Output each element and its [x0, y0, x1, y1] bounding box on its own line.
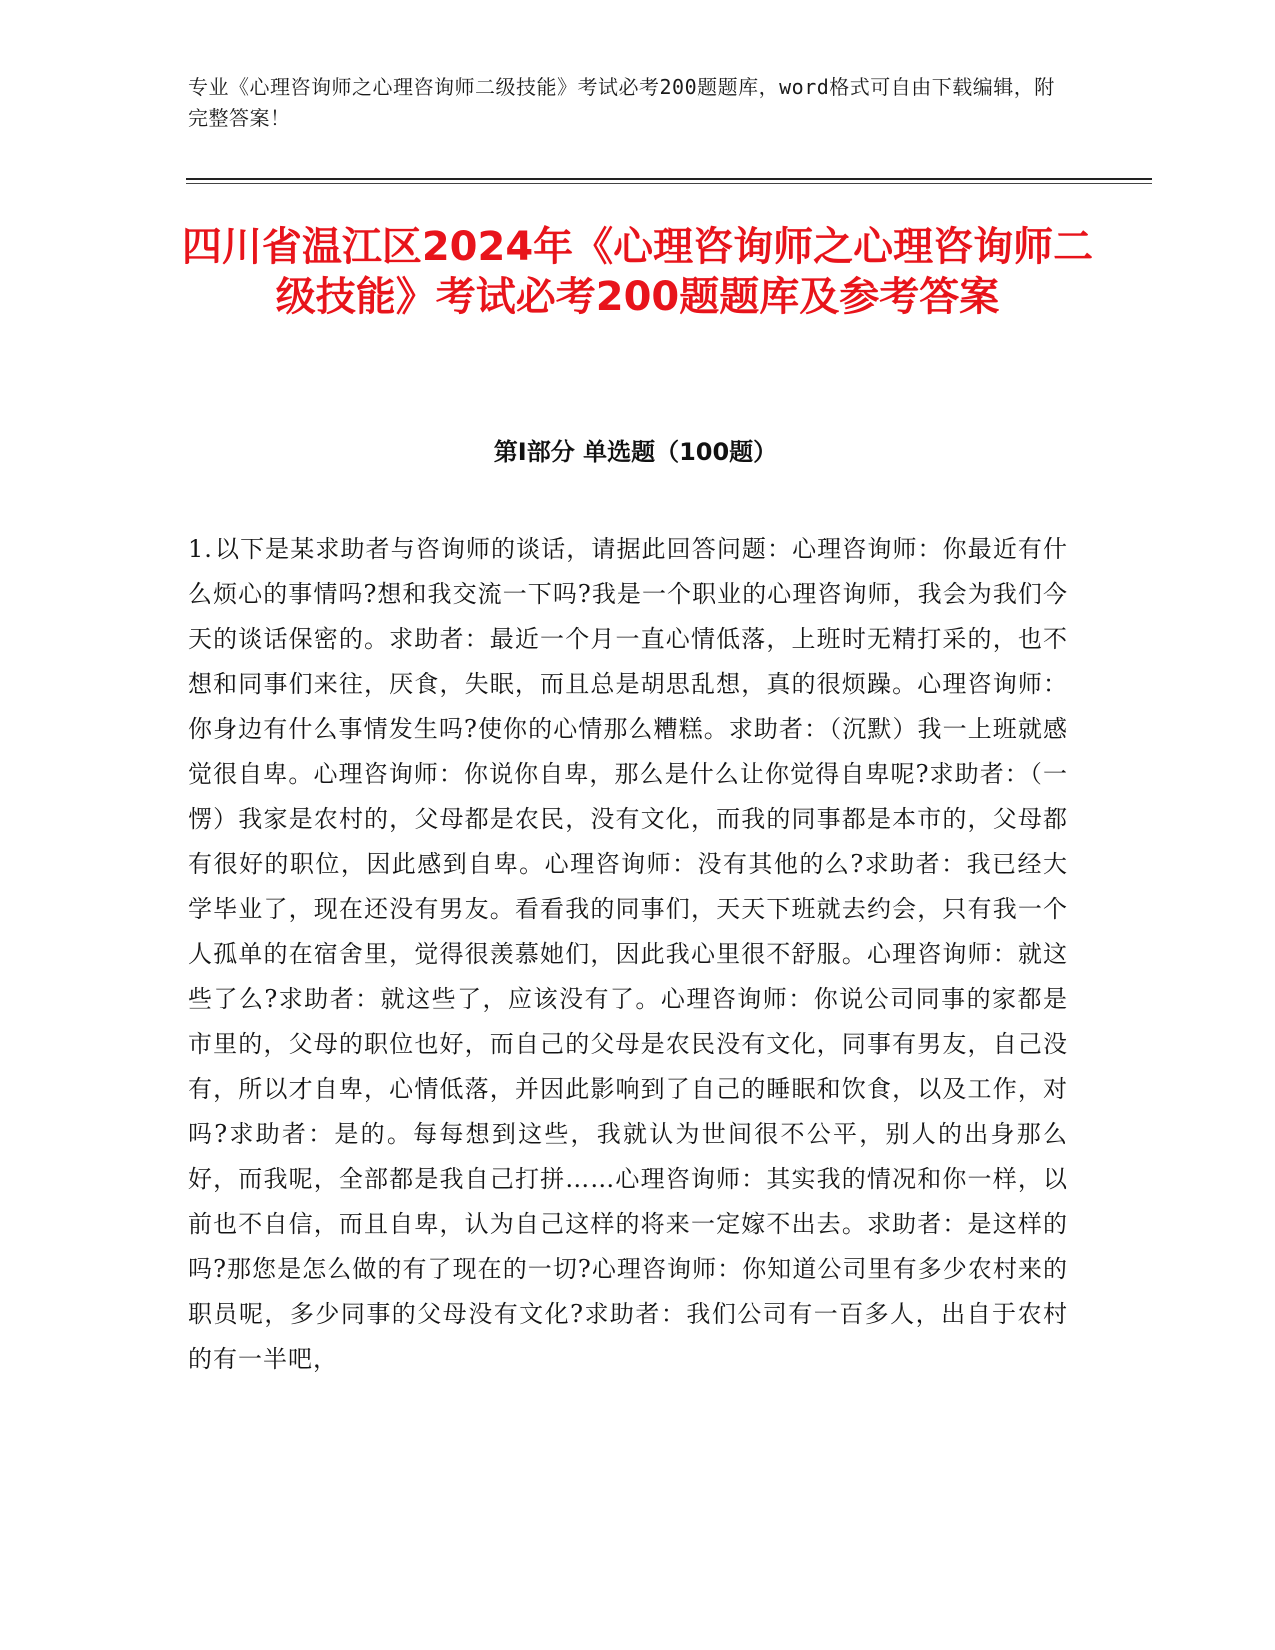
document-title: 四川省温江区2024年《心理咨询师之心理咨询师二级技能》考试必考200题题库及参考答案	[181, 224, 1094, 320]
section-heading: 第Ⅰ部分 单选题（100题）	[493, 438, 778, 466]
header-divider-thick	[186, 178, 1152, 180]
question-text: 以下是某求助者与咨询师的谈话，请据此回答问题：心理咨询师：你最近有什么烦心的事情吗?想和我交流一下吗?我是一个职业的心理咨询师，我会为我们今天的谈话保密的。求助者：最近一个月一直心情低落，上班时无精打采的，也不想和同事们来往，厌食，失眠，而且总是胡思乱想，真的很烦躁。心理咨询师：你身边有什么事情发生吗?使你的心情那么糟糕。求助者：（沉默）我一上班就感觉很自卑。心理咨询师：你说你自卑，那么是什么让你觉得自卑呢?求助者：（一愣）我家是农村的，父母都是农民，没有文化，而我的同事都是本市的，父母都有很好的职位，因此感到自卑。心理咨询师：没有其他的么?求助者：我已经大学毕业了，现在还没有男友。看看我的同事们，天天下班就去约会，只有我一个人孤单的在宿舍里，觉得很羡慕她们，因此我心里很不舒服。心理咨询师：就这些了么?求助者：就这些了，应该没有了。心理咨询师：你说公司同事的家都是市里的，父母的职位也好，而自己的父母是农民没有文化，同事有男友，自己没有，所以才自卑，心情低落，并因此影响到了自己的睡眠和饮食，以及工作，对吗?求助者：是的。每每想到这些，我就认为世间很不公平，别人的出身那么好，而我呢，全部都是我自己打拼……心理咨询师：其实我的情况和你一样，以前也不自信，而且自卑，认为自己这样的将来一定嫁不出去。求助者：是这样的吗?那您是怎么做的有了现在的一切?心理咨询师：你知道公司里有多少农村来的职员呢，多少同事的父母没有文化?求助者：我们公司有一百多人，出自于农村的有一半吧，	[188, 535, 1068, 1373]
question-item	[188, 527, 1068, 1382]
header-divider-thin	[186, 183, 1152, 184]
header-note: 专业《心理咨询师之心理咨询师二级技能》考试必考200题题库，word格式可自由下载编辑，附完整答案！	[188, 75, 1055, 130]
question-number: 1.	[188, 535, 213, 563]
